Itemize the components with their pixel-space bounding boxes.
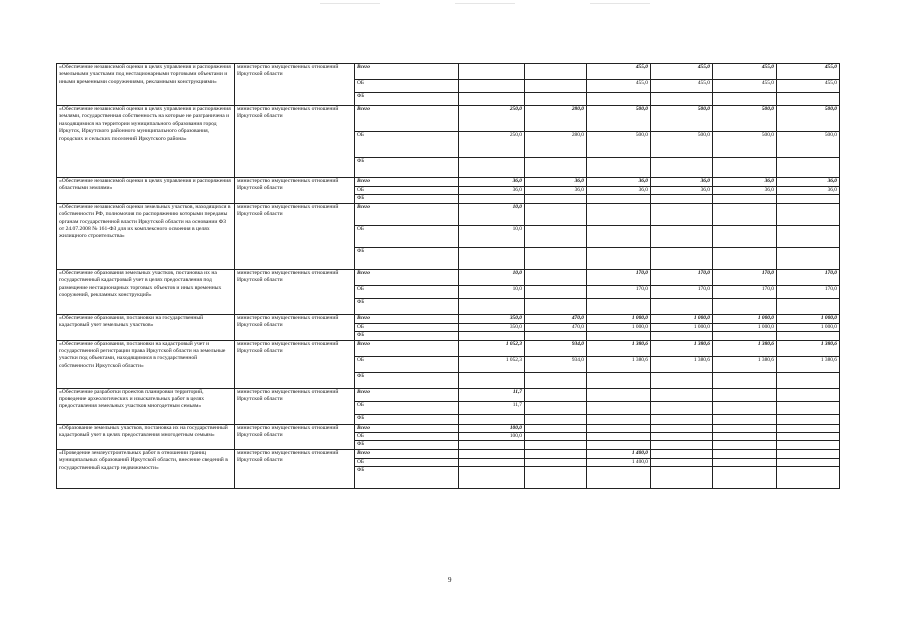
amount-cell [651,414,713,424]
amount-cell [777,298,840,314]
amount-cell: 1 380,6 [777,356,840,372]
amount-cell [777,424,840,432]
amount-cell [651,458,713,466]
amount-cell [525,449,587,458]
amount-cell: 170,0 [713,269,777,285]
table-row [57,203,840,225]
amount-cell: 170,0 [587,269,651,285]
amount-cell [459,298,525,314]
amount-cell [587,203,651,225]
amount-cell [651,401,713,414]
funding-source: ОБ [355,187,459,195]
amount-cell [651,332,713,340]
amount-cell: 455,0 [777,80,840,93]
amount-cell: 280,0 [525,106,587,132]
responsible-executor: министерство имущественных отношений Иркутской области [235,388,355,424]
amount-cell [587,93,651,106]
amount-cell [587,424,651,432]
amount-cell [713,158,777,178]
budget-table [56,63,840,489]
amount-cell [777,467,840,489]
responsible-executor: министерство имущественных отношений Иркутской области [235,106,355,178]
funding-source: ФБ [355,414,459,424]
responsible-executor: министерство имущественных отношений Иркутской области [235,449,355,488]
table-row [57,340,840,356]
amount-cell [587,401,651,414]
amount-cell [777,195,840,203]
amount-cell: 36,0 [587,178,651,187]
amount-cell [525,80,587,93]
amount-cell [713,449,777,458]
funding-source: ФБ [355,467,459,489]
table-row [57,178,840,187]
amount-cell [651,424,713,432]
amount-cell: 470,0 [525,323,587,331]
activity-description: «Обеспечение образования, постановки на государственный кадастровый учет земельных участков» [57,314,235,340]
table-row [57,388,840,401]
amount-cell [525,298,587,314]
amount-cell [525,424,587,432]
table-row [57,269,840,285]
amount-cell [525,64,587,80]
funding-source: ОБ [355,433,459,441]
amount-cell [459,332,525,340]
amount-cell [777,372,840,388]
amount-cell: 170,0 [777,285,840,298]
amount-cell [651,441,713,449]
funding-source: ОБ [355,401,459,414]
amount-cell [651,388,713,401]
funding-source: Всего [355,106,459,132]
amount-cell: 10,0 [459,269,525,285]
amount-cell [525,195,587,203]
amount-cell: 455,0 [713,80,777,93]
amount-cell [713,298,777,314]
amount-cell: 1 380,6 [777,340,840,356]
funding-source: ОБ [355,132,459,158]
amount-cell [587,158,651,178]
responsible-executor: министерство имущественных отношений Иркутской области [235,340,355,388]
amount-cell [651,158,713,178]
amount-cell [459,414,525,424]
funding-source: ФБ [355,298,459,314]
amount-cell: 500,0 [777,106,840,132]
amount-cell [459,247,525,269]
scan-artifact [590,3,650,4]
amount-cell [525,247,587,269]
amount-cell [525,414,587,424]
amount-cell [777,93,840,106]
funding-source: ОБ [355,285,459,298]
amount-cell: 1 000,0 [651,314,713,323]
amount-cell [777,332,840,340]
amount-cell [777,433,840,441]
activity-description: «Обеспечение независимой оценки земельных участков, находящихся в собственности РФ, полномочия по распоряжению которыми переданы органам государственной власти Иркутской области на основании ФЗ от 24.07.2008 № 161-ФЗ для их комплексного освоения в целях жилищного строительства» [57,203,235,269]
amount-cell: 36,0 [651,178,713,187]
funding-source: ФБ [355,332,459,340]
amount-cell [651,467,713,489]
amount-cell: 500,0 [651,132,713,158]
funding-source: Всего [355,340,459,356]
amount-cell [777,449,840,458]
amount-cell [777,414,840,424]
amount-cell [713,225,777,247]
funding-source: ФБ [355,372,459,388]
amount-cell [713,247,777,269]
amount-cell [777,441,840,449]
amount-cell: 455,0 [651,80,713,93]
amount-cell: 1 000,0 [777,314,840,323]
amount-cell: 1 000,0 [587,323,651,331]
activity-description: «Обеспечение разработки проектов планировки территорий, проведение археологических и изыскательных работ в целях предоставления земельных участков многодетным семьям» [57,388,235,424]
amount-cell [587,332,651,340]
amount-cell [525,332,587,340]
amount-cell: 934,0 [525,356,587,372]
amount-cell [651,298,713,314]
amount-cell [713,388,777,401]
amount-cell: 455,0 [587,80,651,93]
amount-cell [587,388,651,401]
amount-cell: 1 380,6 [587,340,651,356]
amount-cell [713,433,777,441]
amount-cell [525,401,587,414]
responsible-executor: министерство имущественных отношений Иркутской области [235,178,355,204]
amount-cell: 10,0 [459,203,525,225]
funding-source: Всего [355,178,459,187]
amount-cell: 500,0 [713,106,777,132]
amount-cell [525,458,587,466]
amount-cell [587,467,651,489]
amount-cell [587,441,651,449]
amount-cell: 455,0 [713,64,777,80]
amount-cell: 11,7 [459,401,525,414]
amount-cell [713,93,777,106]
amount-cell: 1 400,0 [587,449,651,458]
amount-cell: 36,0 [459,178,525,187]
amount-cell [713,401,777,414]
amount-cell [651,195,713,203]
funding-source: Всего [355,64,459,80]
responsible-executor: министерство имущественных отношений Иркутской области [235,203,355,269]
amount-cell [459,467,525,489]
amount-cell: 100,0 [459,433,525,441]
amount-cell: 500,0 [651,106,713,132]
amount-cell: 1 380,6 [713,340,777,356]
amount-cell [777,401,840,414]
amount-cell: 100,0 [459,424,525,432]
amount-cell [525,388,587,401]
amount-cell [713,414,777,424]
funding-source: ОБ [355,80,459,93]
amount-cell: 10,0 [459,225,525,247]
amount-cell: 36,0 [525,187,587,195]
amount-cell: 36,0 [713,178,777,187]
amount-cell [651,247,713,269]
amount-cell [713,372,777,388]
amount-cell [459,158,525,178]
amount-cell: 36,0 [587,187,651,195]
table-row [57,106,840,132]
amount-cell [651,93,713,106]
amount-cell: 250,0 [459,132,525,158]
funding-source: ОБ [355,356,459,372]
funding-source: ОБ [355,323,459,331]
responsible-executor: министерство имущественных отношений Иркутской области [235,64,355,106]
funding-source: ОБ [355,458,459,466]
amount-cell [459,80,525,93]
amount-cell: 500,0 [587,132,651,158]
amount-cell [587,195,651,203]
funding-source: ФБ [355,195,459,203]
amount-cell: 280,0 [525,132,587,158]
funding-source: Всего [355,314,459,323]
amount-cell [525,433,587,441]
funding-source: ФБ [355,158,459,178]
amount-cell [651,433,713,441]
amount-cell [587,247,651,269]
table-row [57,424,840,432]
funding-source: ФБ [355,93,459,106]
funding-source: ОБ [355,225,459,247]
activity-description: «Образование земельных участков, постановка их на государственный кадастровый учет в целях предоставления многодетным семьям» [57,424,235,449]
amount-cell: 500,0 [713,132,777,158]
activity-description: «Проведение землеустроительных работ в отношении границ муниципальных образований Иркутской области, внесение сведений в государственный кадастр недвижимости» [57,449,235,488]
amount-cell: 11,7 [459,388,525,401]
amount-cell: 250,0 [459,106,525,132]
amount-cell: 455,0 [651,64,713,80]
amount-cell [587,372,651,388]
amount-cell [459,195,525,203]
amount-cell [459,64,525,80]
amount-cell [459,93,525,106]
funding-source: Всего [355,269,459,285]
table-row [57,314,840,323]
amount-cell: 170,0 [587,285,651,298]
activity-description: «Обеспечение независимой оценки в целях управления и распоряжения землями, государственная собственность на которые не разграничена и находящимися на территории муниципального образования город Иркутск, Иркутского районного муниципального образования, городских и сельских поселений Иркутского района» [57,106,235,178]
amount-cell: 36,0 [651,187,713,195]
amount-cell: 934,0 [525,340,587,356]
amount-cell: 455,0 [587,64,651,80]
amount-cell [777,158,840,178]
amount-cell [651,203,713,225]
activity-description: «Обеспечение образования, постановки на кадастровый учет и государственной регистрации права Иркутской области на земельные участки под объектами, находящимися в государственной собственности Иркутской области» [57,340,235,388]
amount-cell: 1 380,6 [651,356,713,372]
amount-cell [525,225,587,247]
amount-cell: 500,0 [777,132,840,158]
amount-cell [713,467,777,489]
amount-cell [713,458,777,466]
amount-cell [713,424,777,432]
amount-cell [459,441,525,449]
amount-cell: 36,0 [713,187,777,195]
amount-cell: 1 380,6 [651,340,713,356]
amount-cell: 350,0 [459,323,525,331]
amount-cell [777,203,840,225]
amount-cell: 1 000,0 [713,323,777,331]
amount-cell [525,467,587,489]
amount-cell [525,93,587,106]
funding-source: ФБ [355,247,459,269]
funding-source: Всего [355,449,459,458]
responsible-executor: министерство имущественных отношений Иркутской области [235,424,355,449]
responsible-executor: министерство имущественных отношений Иркутской области [235,314,355,340]
responsible-executor: министерство имущественных отношений Иркутской области [235,269,355,314]
amount-cell: 36,0 [525,178,587,187]
amount-cell [777,225,840,247]
amount-cell: 1 052,3 [459,356,525,372]
amount-cell [651,449,713,458]
amount-cell: 170,0 [777,269,840,285]
amount-cell [713,195,777,203]
amount-cell: 170,0 [651,269,713,285]
amount-cell [587,433,651,441]
amount-cell: 170,0 [651,285,713,298]
amount-cell [777,388,840,401]
amount-cell [713,332,777,340]
amount-cell [525,269,587,285]
amount-cell [459,372,525,388]
page-number: 9 [448,576,452,584]
amount-cell: 455,0 [777,64,840,80]
activity-description: «Обеспечение независимой оценки в целях управления и распоряжения областными землями» [57,178,235,204]
funding-source: Всего [355,424,459,432]
amount-cell: 1 380,6 [713,356,777,372]
amount-cell [777,247,840,269]
amount-cell: 1 000,0 [651,323,713,331]
amount-cell: 1 000,0 [587,314,651,323]
amount-cell [525,203,587,225]
amount-cell: 1 000,0 [713,314,777,323]
amount-cell: 170,0 [713,285,777,298]
amount-cell [713,203,777,225]
amount-cell: 500,0 [587,106,651,132]
funding-source: Всего [355,388,459,401]
amount-cell [713,441,777,449]
amount-cell [777,458,840,466]
amount-cell: 350,0 [459,314,525,323]
amount-cell [587,298,651,314]
amount-cell: 10,0 [459,285,525,298]
amount-cell [651,225,713,247]
funding-source: Всего [355,203,459,225]
amount-cell [587,225,651,247]
amount-cell: 36,0 [777,178,840,187]
amount-cell [587,414,651,424]
activity-description: «Обеспечение независимой оценки в целях управления и распоряжения земельными участками под нестационарными торговыми объектами и иными временными сооружениями, рекламными конструкциями» [57,64,235,106]
amount-cell: 36,0 [777,187,840,195]
amount-cell [525,158,587,178]
scan-artifact [455,3,515,4]
amount-cell: 1 000,0 [777,323,840,331]
activity-description: «Обеспечение образования земельных участков, постановка их на государственный кадастровый учет в целях предоставления под размещение нестационарных торговых объектов и иных временных сооружений, рекламных конструкций» [57,269,235,314]
amount-cell: 1 052,3 [459,340,525,356]
amount-cell: 470,0 [525,314,587,323]
funding-source: ФБ [355,441,459,449]
amount-cell: 36,0 [459,187,525,195]
amount-cell [525,441,587,449]
amount-cell [525,372,587,388]
table-row [57,64,840,80]
amount-cell [459,458,525,466]
amount-cell: 1 400,0 [587,458,651,466]
amount-cell [459,449,525,458]
amount-cell [651,372,713,388]
amount-cell: 1 380,6 [587,356,651,372]
scan-artifact [320,3,380,4]
amount-cell [525,285,587,298]
table-row [57,449,840,458]
